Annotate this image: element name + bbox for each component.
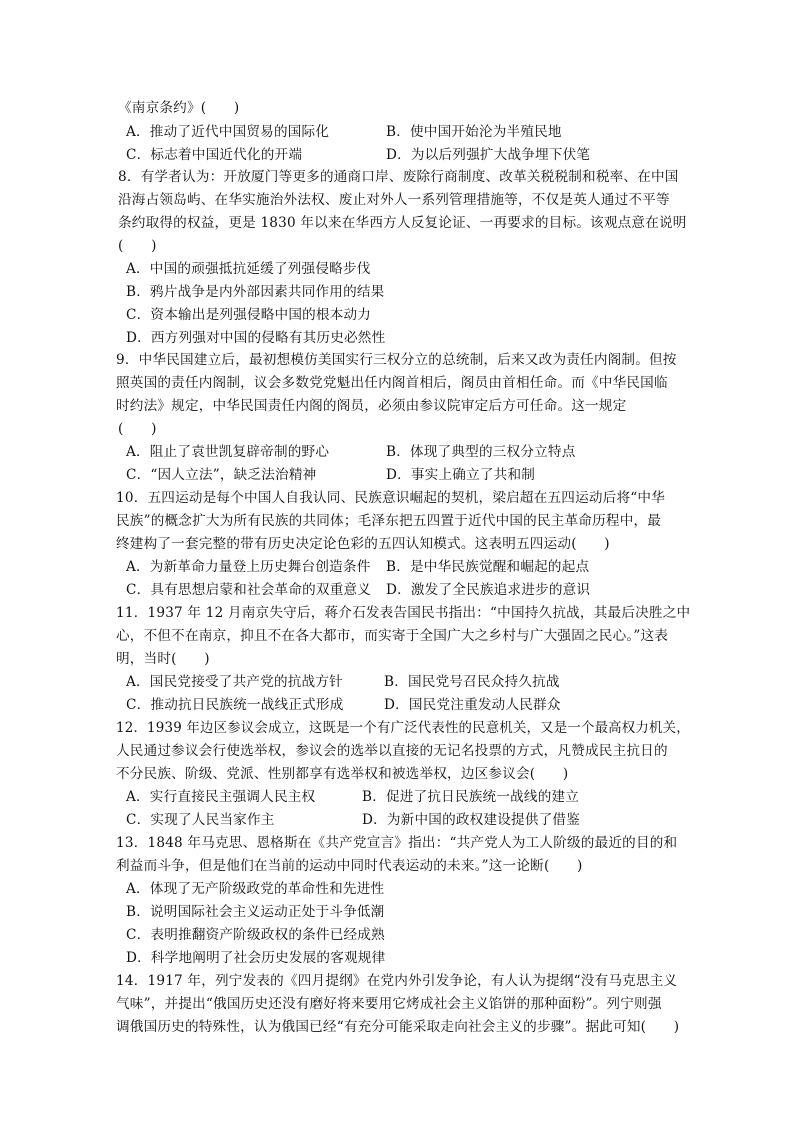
q13-option-d: D．科学地阐明了社会历史发展的客观规律: [126, 950, 386, 966]
q8-option-d: D．西方列强对中国的侵略有其历史必然性: [126, 330, 386, 346]
q10-option-b: B．是中华民族觉醒和崛起的起点: [386, 559, 590, 575]
q14-stem-line: 调俄国历史的特殊性，认为俄国已经“有充分可能采取走向社会主义的步骤”。据此可知( ): [116, 1019, 680, 1035]
q9-option-c: C．“因人立法”，缺乏法治精神: [126, 467, 317, 483]
q11-option-d: D．国民党注重发动人民群众: [384, 697, 561, 713]
q10-option-c: C．具有思想启蒙和社会革命的双重意义: [126, 582, 372, 598]
q12-option-b: B．促进了抗日民族统一战线的建立: [362, 789, 580, 805]
q11-option-b: B．国民党号召民众持久抗战: [384, 674, 560, 690]
q9-option-a: A．阻止了袁世凯复辟帝制的野心: [126, 444, 330, 460]
q13-option-c: C．表明推翻资产阶级政权的条件已经成熟: [126, 927, 385, 943]
q8-answer-bracket: ( ): [118, 238, 157, 254]
q13-option-a: A．体现了无产阶级政党的革命性和先进性: [126, 881, 385, 897]
q7-option-d: D．为以后列强扩大战争埋下伏笔: [386, 147, 591, 163]
q14-stem-line: 气味”，并提出“俄国历史还没有磨好将来要用它烤成社会主义馅饼的那种面粉”。列宁则强: [116, 996, 662, 1012]
q13-option-b: B．说明国际社会主义运动正处于斗争低潮: [126, 904, 385, 920]
q8-option-a: A．中国的顽强抵抗延缓了列强侵略步伐: [126, 261, 371, 277]
q12-stem-line: 人民通过参议会行使选举权，参议会的选举以直接的无记名投票的方式，凡赞成民主抗日的: [116, 743, 668, 759]
q8-stem-line: 沿海占领岛屿、在华实施治外法权、废止对外人一系列管理措施等，不仅是英人通过不平等: [118, 192, 670, 208]
q9-stem-line: 9．中华民国建立后，最初想模仿美国实行三权分立的总统制，后来又改为责任内阁制。但按: [116, 352, 677, 368]
q9-option-d: D．事实上确立了共和制: [386, 467, 536, 483]
q8-stem-line: 8．有学者认为：开放厦门等更多的通商口岸、废除行商制度、改革关税税制和税率、在中国: [118, 169, 679, 185]
q7-option-a: A．推动了近代中国贸易的国际化: [126, 124, 330, 140]
q13-stem-line: 利益而斗争，但是他们在当前的运动中同时代表运动的未来。”这一论断( ): [116, 858, 583, 874]
q8-option-b: B．鸦片战争是内外部因素共同作用的结果: [126, 284, 385, 300]
q10-stem-line: 10．五四运动是每个中国人自我认同、民族意识崛起的契机，梁启超在五四运动后将“中华: [116, 490, 666, 506]
q7-option-b: B．使中国开始沦为半殖民地: [386, 124, 562, 140]
q8-stem-line: 条约取得的权益，更是 1830 年以来在华西方人反复论证、一再要求的目标。该观点意在说明: [118, 215, 687, 231]
q11-option-c: C．推动抗日民族统一战线正式形成: [126, 697, 344, 713]
q12-stem-line: 12．1939 年边区参议会成立，这既是一个有广泛代表性的民意机关，又是一个最高权力机关，: [116, 720, 690, 736]
q9-answer-bracket: ( ): [118, 421, 157, 437]
q7-stem-tail: 《南京条约》( ): [118, 100, 240, 116]
q10-option-d: D．激发了全民族追求进步的意识: [386, 582, 591, 598]
q14-stem-line: 14．1917 年，列宁发表的《四月提纲》在党内外引发争论，有人认为提纲“没有马克思主义: [116, 973, 678, 989]
q9-stem-line: 照英国的责任内阁制，议会多数党党魁出任内阁首相后，阁员由首相任命。而《中华民国临: [116, 375, 668, 391]
q11-stem-line: 11．1937 年 12 月南京失守后，蒋介石发表告国民书指出：“中国持久抗战，其最后决胜之中: [116, 605, 691, 621]
q9-stem-line: 时约法》规定，中华民国责任内阁的阁员，必须由参议院审定后方可任命。这一规定: [116, 398, 627, 414]
q13-stem-line: 13．1848 年马克思、恩格斯在《共产党宣言》指出：“共产党人为工人阶级的最近的目的和: [116, 835, 678, 851]
q12-option-c: C．实现了人民当家作主: [126, 812, 275, 828]
q11-option-a: A．国民党接受了共产党的抗战方针: [126, 674, 343, 690]
q8-option-c: C．资本输出是列强侵略中国的根本动力: [126, 307, 372, 323]
q10-option-a: A．为新革命力量登上历史舞台创造条件: [126, 559, 371, 575]
q12-stem-line: 不分民族、阶级、党派、性别都享有选举权和被选举权，边区参议会( ): [116, 766, 569, 782]
q10-stem-line: 终建构了一套完整的带有历史决定论色彩的五四认知模式。这表明五四运动( ): [116, 536, 610, 552]
q12-option-d: D．为新中国的政权建设提供了借鉴: [362, 812, 581, 828]
q11-stem-line: 明，当时( ): [116, 651, 210, 667]
q12-option-a: A．实行直接民主强调人民主权: [126, 789, 316, 805]
q10-stem-line: 民族”的概念扩大为所有民族的共同体；毛泽东把五四置于近代中国的民主革命历程中，最: [116, 513, 662, 529]
q7-option-c: C．标志着中国近代化的开端: [126, 147, 303, 163]
q11-stem-line: 心，不但不在南京，抑且不在各大都市，而实寄于全国广大之乡村与广大强固之民心。”这表: [116, 628, 669, 644]
q9-option-b: B．体现了典型的三权分立特点: [386, 444, 576, 460]
